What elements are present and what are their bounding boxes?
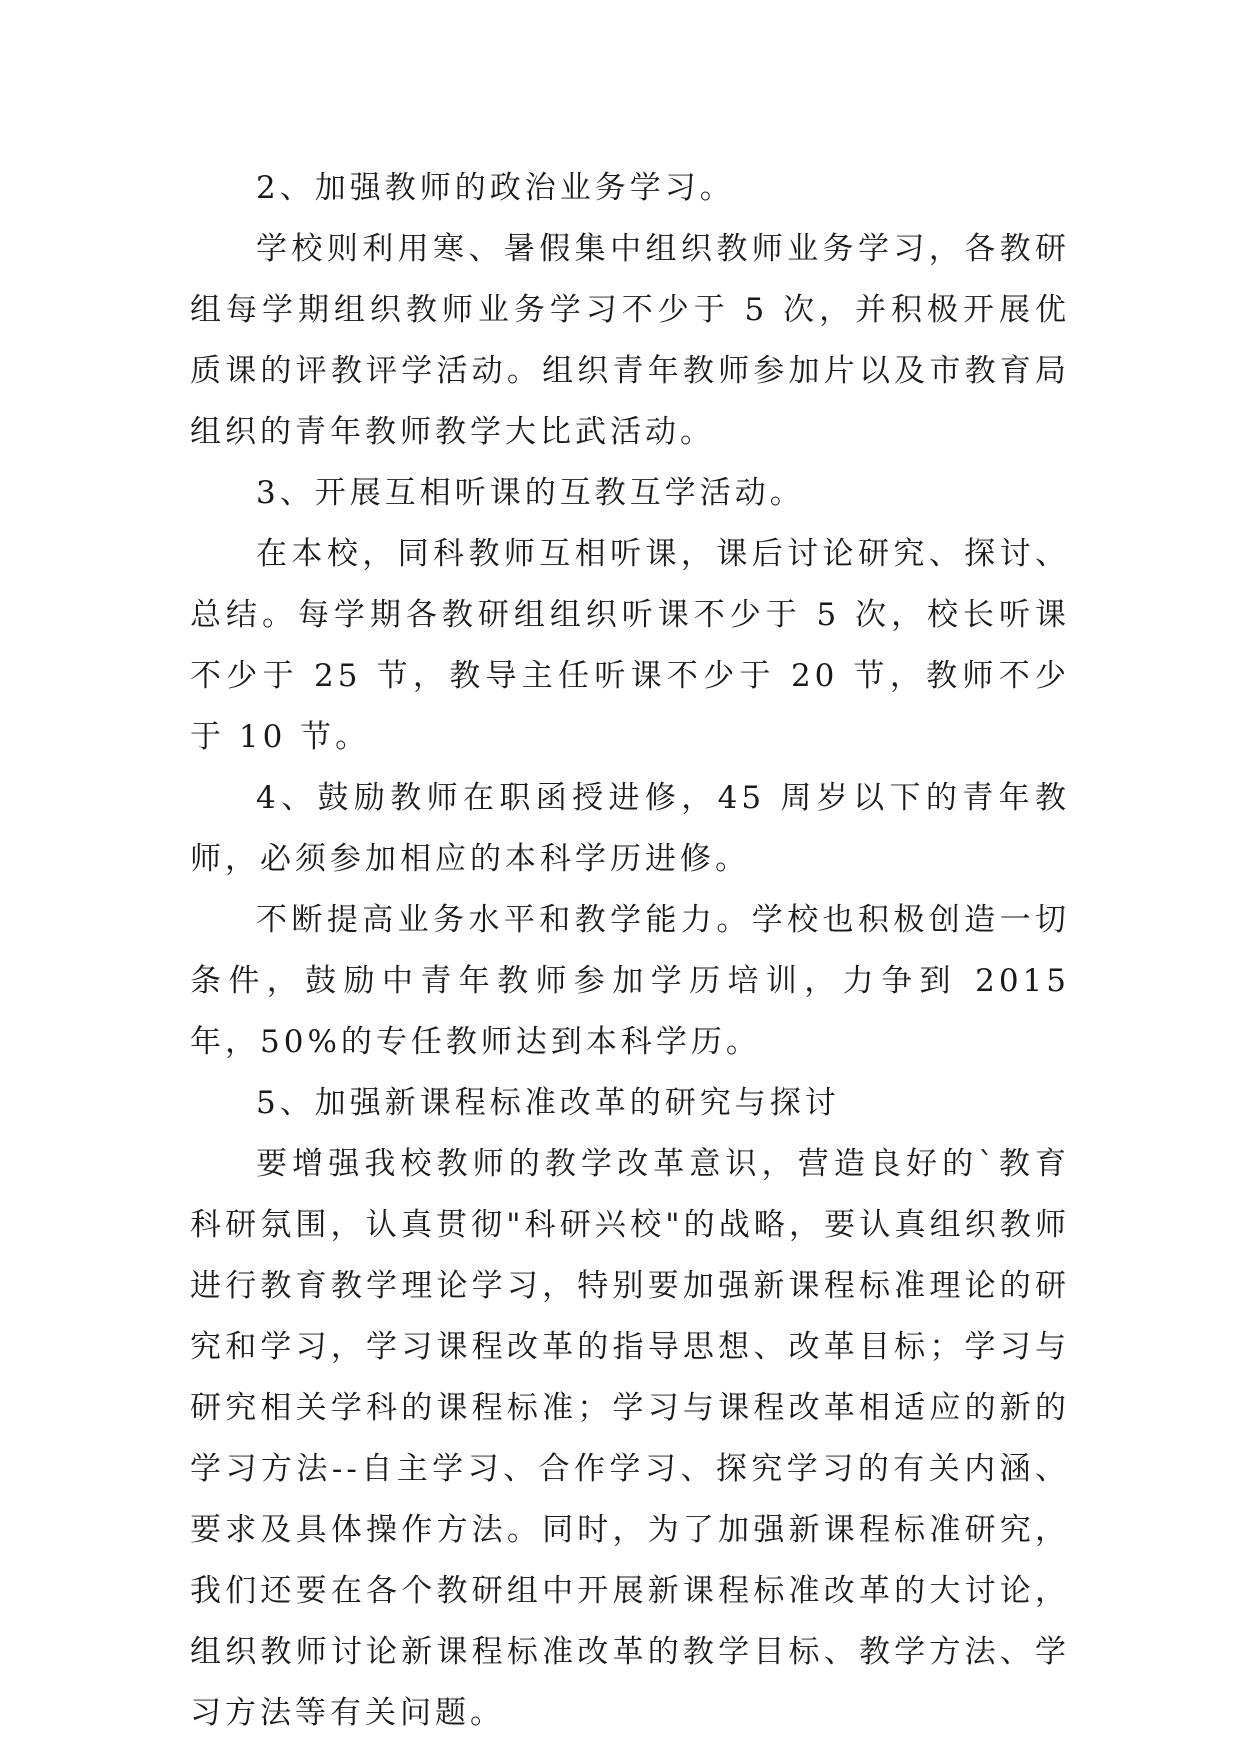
paragraph-reform-research: 要增强我校教师的教学改革意识，营造良好的`教育科研氛围，认真贯彻"科研兴校"的战略，要认真组织教师进行教育教学理论学习，特别要加强新课程标准理论的研究和学习，学习课程改革的指导思想、改革目标；学习与研究相关学科的课程标准；学习与课程改革相适应的新的学习方法--自主学习、合作学习、探究学习的有关内涵、要求及具体操作方法。同时，为了加强新课程标准研究，我们还要在各个教研组中开展新课程标准改革的大讨论，组织教师讨论新课程标准改革的教学目标、教学方法、学习方法等有关问题。: [190, 1146, 1070, 1731]
paragraph-business-study: 学校则利用寒、暑假集中组织教师业务学习，各教研组每学期组织教师业务学习不少于 5 次，并积极开展优质课的评教评学活动。组织青年教师参加片以及市教育局组织的青年教师教学大比武活动。: [190, 231, 1070, 450]
heading-correspondence-study: 4、鼓励教师在职函授进修，45 周岁以下的青年教师，必须参加相应的本科学历进修。: [190, 780, 1070, 877]
paragraph-lesson-observation: 在本校，同科教师互相听课，课后讨论研究、探讨、总结。每学期各教研组组织听课不少于 5 次，校长听课不少于 25 节，教导主任听课不少于 20 节，教师不少于 10 节。: [190, 536, 1070, 755]
heading-political-study: 2、加强教师的政治业务学习。: [256, 170, 735, 206]
paragraph-degree-training: 不断提高业务水平和教学能力。学校也积极创造一切条件，鼓励中青年教师参加学历培训，力争到 2015 年，50%的专任教师达到本科学历。: [190, 902, 1070, 1060]
heading-mutual-lessons: 3、开展互相听课的互教互学活动。: [256, 475, 805, 511]
document-body: [190, 158, 1070, 1744]
heading-curriculum-reform: 5、加强新课程标准改革的研究与探讨: [256, 1085, 840, 1121]
